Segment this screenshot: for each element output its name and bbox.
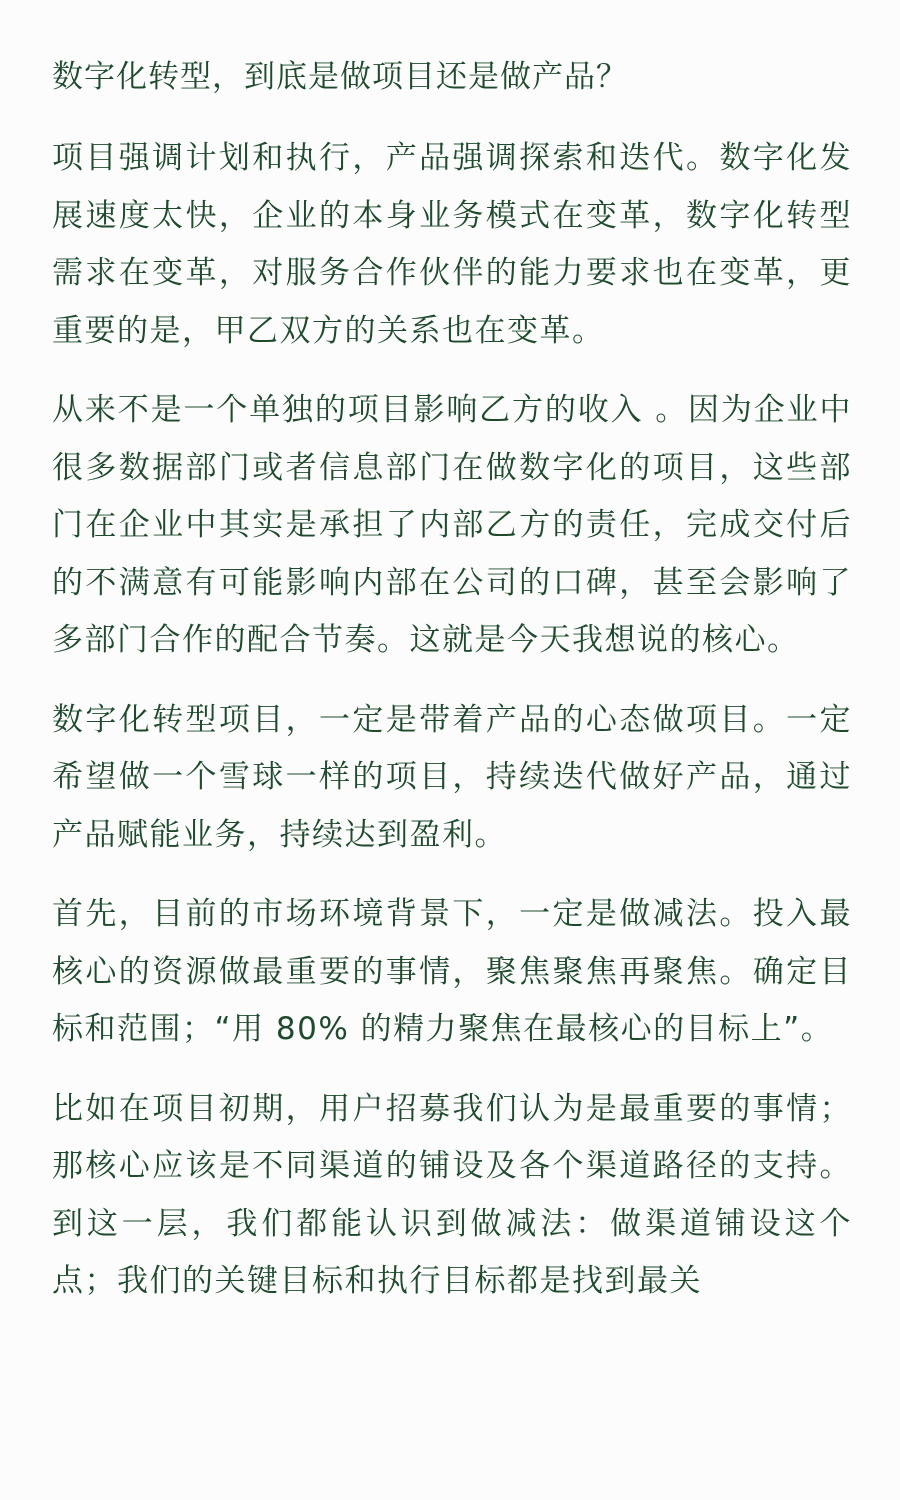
paragraph-1: 项目强调计划和执行，产品强调探索和迭代。数字化发展速度太快，企业的本身业务模式在变革，数字化转型需求在变革，对服务合作伙伴的能力要求也在变革，更重要的是，甲乙双方的关系也在变革。 [52,140,852,349]
article-body [52,52,852,1333]
article-title: 数字化转型，到底是做项目还是做产品？ [52,59,628,95]
paragraph-5: 比如在项目初期，用户招募我们认为是最重要的事情；那核心应该是不同渠道的铺设及各个渠道路径的支持。到这一层，我们都能认识到做减法：做渠道铺设这个点；我们的关键目标和执行目标都是找到最关 [52,1090,852,1299]
paragraph-3: 数字化转型项目，一定是带着产品的心态做项目。一定希望做一个雪球一样的项目，持续迭代做好产品，通过产品赋能业务，持续达到盈利。 [52,701,852,853]
paragraph-4: 首先，目前的市场环境背景下，一定是做减法。投入最核心的资源做最重要的事情，聚焦聚焦再聚焦。确定目标和范围；“用 80% 的精力聚焦在最核心的目标上”。 [52,896,852,1047]
paragraph-2: 从来不是一个单独的项目影响乙方的收入 。因为企业中很多数据部门或者信息部门在做数字化的项目，这些部门在企业中其实是承担了内部乙方的责任，完成交付后的不满意有可能影响内部在公司的口碑，甚至会影响了多部门合作的配合节奏。这就是今天我想说的核心。 [52,392,852,658]
